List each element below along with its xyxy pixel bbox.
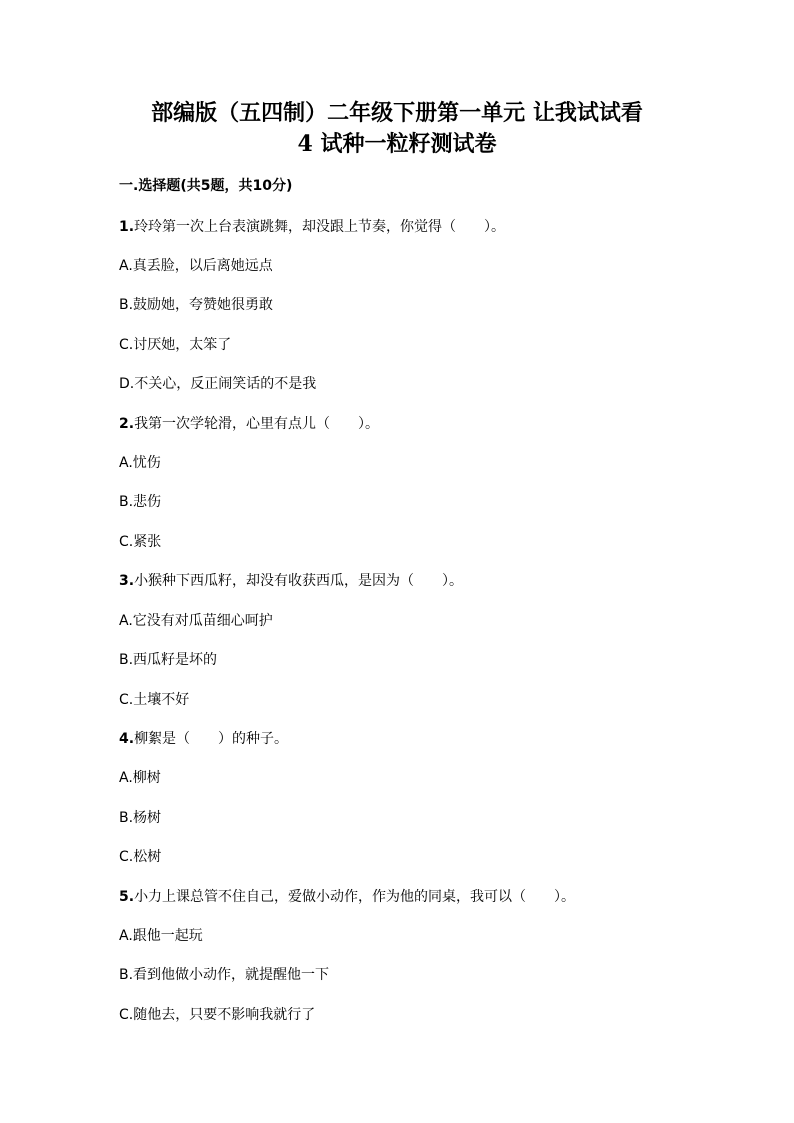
question-1-option-b: B.鼓励她，夸赞她很勇敢 bbox=[119, 297, 274, 313]
question-2 bbox=[119, 414, 719, 434]
question-2-option-b: B.悲伤 bbox=[119, 494, 162, 510]
question-number: 4. bbox=[119, 731, 135, 747]
question-1 bbox=[119, 217, 719, 237]
question-text: 玲玲第一次上台表演跳舞，却没跟上节奏，你觉得（ ）。 bbox=[134, 219, 506, 235]
question-1-option-c: C.讨厌她，太笨了 bbox=[119, 337, 232, 353]
question-3-option-b: B.西瓜籽是坏的 bbox=[119, 652, 218, 668]
question-text: 柳絮是（ ）的种子。 bbox=[134, 731, 289, 747]
question-5-option-a: A.跟他一起玩 bbox=[119, 928, 203, 944]
question-number: 3. bbox=[119, 573, 135, 589]
question-text: 小猴种下西瓜籽，却没有收获西瓜，是因为（ ）。 bbox=[134, 573, 464, 589]
question-1-option-d: D.不关心，反正闹笑话的不是我 bbox=[119, 376, 317, 392]
question-number: 2. bbox=[119, 416, 135, 432]
question-5-option-b: B.看到他做小动作，就提醒他一下 bbox=[119, 967, 330, 983]
section-heading: 一.选择题(共5题，共10分) bbox=[119, 178, 293, 194]
question-text: 小力上课总管不住自己，爱做小动作，作为他的同桌，我可以（ ）。 bbox=[134, 889, 576, 905]
question-4 bbox=[119, 729, 719, 749]
question-text: 我第一次学轮滑，心里有点儿（ ）。 bbox=[134, 416, 380, 432]
question-2-option-a: A.忧伤 bbox=[119, 455, 161, 471]
exam-title-line-1: 部编版（五四制）二年级下册第一单元 让我试试看 bbox=[151, 100, 643, 126]
question-4-option-b: B.杨树 bbox=[119, 810, 162, 826]
question-3 bbox=[119, 571, 719, 591]
question-5-option-c: C.随他去，只要不影响我就行了 bbox=[119, 1007, 316, 1023]
question-5 bbox=[119, 887, 719, 907]
question-3-option-a: A.它没有对瓜苗细心呵护 bbox=[119, 613, 273, 629]
question-4-option-a: A.柳树 bbox=[119, 770, 161, 786]
question-3-option-c: C.土壤不好 bbox=[119, 692, 190, 708]
question-number: 5. bbox=[119, 889, 135, 905]
exam-title-line-2: 4 试种一粒籽测试卷 bbox=[297, 131, 497, 157]
question-number: 1. bbox=[119, 219, 135, 235]
question-2-option-c: C.紧张 bbox=[119, 534, 162, 550]
question-1-option-a: A.真丢脸，以后离她远点 bbox=[119, 258, 273, 274]
question-4-option-c: C.松树 bbox=[119, 849, 162, 865]
